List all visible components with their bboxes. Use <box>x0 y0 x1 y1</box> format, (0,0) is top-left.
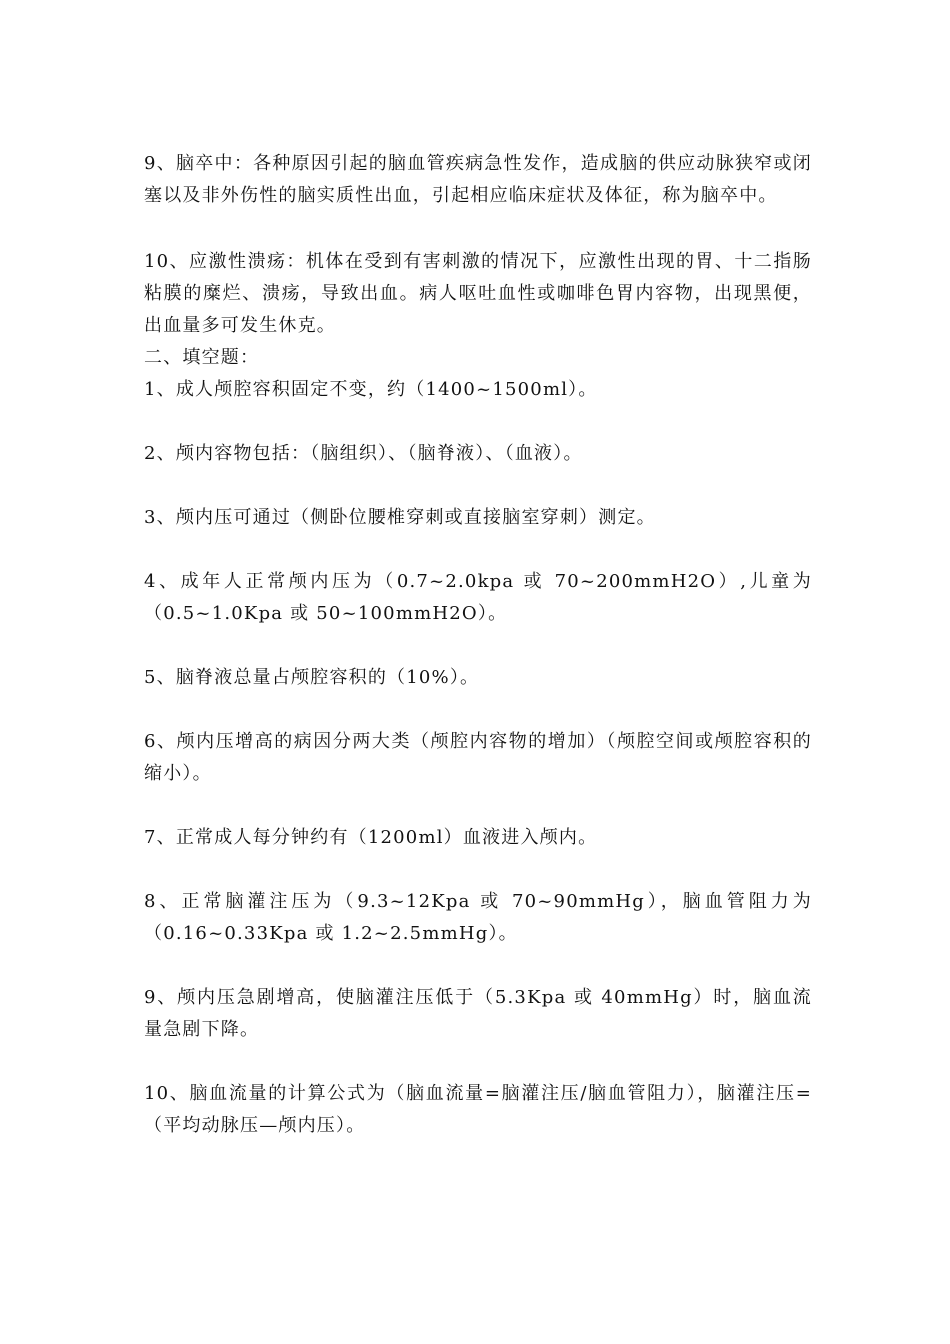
fill-blank-2: 2、颅内容物包括：（脑组织）、（脑脊液）、（血液）。 <box>144 443 583 464</box>
fill-blank-4: 4、成年人正常颅内压为（0.7~2.0kpa 或 70~200mmH2O）,儿童为（0.5~1.0Kpa 或 50~100mmH2O）。 <box>144 571 812 624</box>
fill-blank-3: 3、颅内压可通过（侧卧位腰椎穿刺或直接脑室穿刺）测定。 <box>144 507 656 528</box>
section-heading-fill-blank: 二、填空题： <box>144 347 260 368</box>
definition-10: 10、应激性溃疡：机体在受到有害刺激的情况下，应激性出现的胃、十二指肠粘膜的糜烂、溃疡，导致出血。病人呕吐血性或咖啡色胃内容物，出现黑便，出血量多可发生休克。 <box>144 251 812 336</box>
fill-blank-9: 9、颅内压急剧增高，使脑灌注压低于（5.3Kpa 或 40mmHg）时，脑血流量急剧下降。 <box>144 987 812 1040</box>
fill-blank-8: 8、正常脑灌注压为（9.3~12Kpa 或 70~90mmHg），脑血管阻力为（0.16~0.33Kpa 或 1.2~2.5mmHg）。 <box>144 891 812 944</box>
fill-blank-6: 6、颅内压增高的病因分两大类（颅腔内容物的增加）（颅腔空间或颅腔容积的缩小）。 <box>144 731 812 784</box>
fill-blank-7: 7、正常成人每分钟约有（1200ml）血液进入颅内。 <box>144 827 598 848</box>
fill-blank-10: 10、脑血流量的计算公式为（脑血流量=脑灌注压/脑血管阻力），脑灌注压=（平均动脉压—颅内压）。 <box>144 1083 812 1136</box>
fill-blank-1: 1、成人颅腔容积固定不变，约（1400~1500ml）。 <box>144 379 598 400</box>
document-page <box>144 148 812 1142</box>
fill-blank-5: 5、脑脊液总量占颅腔容积的（10%）。 <box>144 667 480 688</box>
definition-9: 9、脑卒中：各种原因引起的脑血管疾病急性发作，造成脑的供应动脉狭窄或闭塞以及非外伤性的脑实质性出血，引起相应临床症状及体征，称为脑卒中。 <box>144 153 812 206</box>
